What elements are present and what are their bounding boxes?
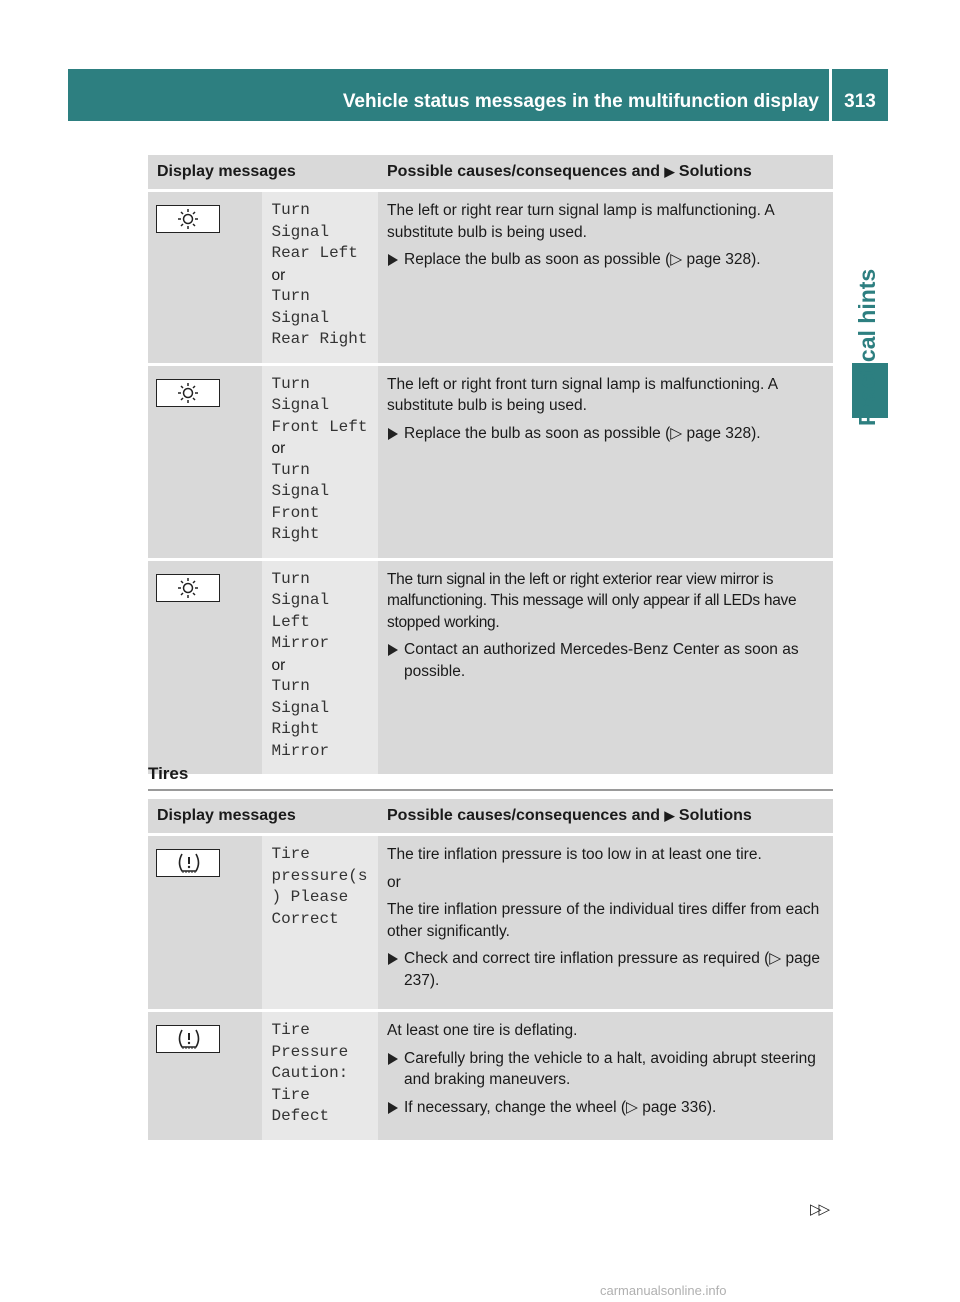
section-title-tires: Tires [148, 764, 189, 783]
tire-pressure-icon [156, 1025, 220, 1053]
bulb-icon [156, 379, 220, 407]
icon-cell [148, 191, 262, 365]
message-text: Turn Signal Front Right [271, 460, 330, 543]
watermark: carmanualsonline.info [600, 1283, 727, 1298]
solution-item: Check and correct tire inflation pressure as required (▷ page 237). [387, 948, 827, 991]
table-row [148, 559, 833, 774]
arrow-icon: ▶ [664, 164, 675, 179]
column-header-display-messages: Display messages [148, 155, 378, 191]
message-text: Tire pressure(s ) Please Correct [271, 845, 368, 928]
message-text: Turn Signal Rear Right [271, 287, 368, 348]
arrow-icon: ▶ [664, 808, 675, 823]
icon-cell [148, 559, 262, 774]
cause-text: The tire inflation pressure is too low in at least one tire. [387, 846, 762, 863]
or-text: or [271, 656, 286, 674]
cause-cell [378, 191, 833, 365]
page-ref-icon: ▷ [670, 424, 683, 442]
cause-cell [378, 1011, 833, 1140]
message-cell [262, 364, 378, 559]
section-divider [148, 789, 833, 791]
section-tab-label: Practical hints [854, 268, 880, 426]
icon-cell [148, 1011, 262, 1140]
tires-table [148, 799, 833, 1140]
table-header-row [148, 155, 833, 191]
message-cell [262, 835, 378, 1011]
icon-cell [148, 835, 262, 1011]
tire-pressure-icon [156, 849, 220, 877]
column-header-display-messages: Display messages [148, 799, 378, 835]
header-bar [68, 69, 829, 121]
or-text: or [271, 440, 286, 457]
icon-cell [148, 364, 262, 559]
table-header-row [148, 799, 833, 835]
message-text: Turn Signal Front Left [271, 374, 368, 436]
page-number: 313 [832, 69, 888, 121]
bulb-icon [156, 574, 220, 602]
continue-marker: ▷▷ [810, 1201, 828, 1218]
cause-text: The left or right rear turn signal lamp is malfunctioning. A substitute bulb is being used. [387, 202, 774, 241]
table-row [148, 191, 833, 365]
solution-item: Carefully bring the vehicle to a halt, avoiding abrupt steering and braking maneuvers. [387, 1048, 827, 1091]
message-text: Tire Pressure Caution: Tire Defect [271, 1021, 349, 1125]
cause-text: The tire inflation pressure of the individual tires differ from each other significantly. [387, 901, 820, 940]
message-cell [262, 191, 378, 365]
cause-text: At least one tire is deflating. [387, 1022, 578, 1039]
message-text: Turn Signal Right Mirror [271, 677, 330, 760]
cause-text: The turn signal in the left or right exterior rear view mirror is malfunctioning. This message will only appear if all LEDs have stopped working. [387, 570, 797, 631]
cause-cell [378, 559, 833, 774]
page-ref-icon: ▷ [626, 1098, 638, 1116]
solution-item: Contact an authorized Mercedes-Benz Center as soon as possible. [387, 639, 827, 682]
column-header-causes: Possible causes/consequences and ▶ Solutions [378, 155, 833, 191]
page-header-title: Vehicle status messages in the multifunction display [342, 91, 819, 112]
page-ref-icon: ▷ [769, 950, 782, 967]
bulb-icon [156, 205, 220, 233]
cause-cell [378, 364, 833, 559]
message-cell [262, 1011, 378, 1140]
solution-item: Replace the bulb as soon as possible (▷ page 328). [387, 423, 827, 445]
solution-item: If necessary, change the wheel (▷ page 336). [387, 1097, 827, 1119]
message-text: Turn Signal Rear Left [271, 201, 358, 262]
page-ref-icon: ▷ [670, 251, 683, 268]
or-text: or [271, 266, 286, 284]
message-text: Turn Signal Left Mirror [271, 569, 330, 652]
cause-text: The left or right front turn signal lamp is malfunctioning. A substitute bulb is being used. [387, 375, 778, 414]
column-header-causes: Possible causes/consequences and ▶ Solutions [378, 799, 833, 835]
table-row [148, 364, 833, 559]
message-cell [262, 559, 378, 774]
cause-cell [378, 835, 833, 1011]
turn-signal-table [148, 155, 833, 774]
table-row [148, 835, 833, 1011]
or-text: or [387, 873, 401, 891]
solution-item: Replace the bulb as soon as possible (▷ page 328). [387, 249, 827, 271]
table-row [148, 1011, 833, 1140]
